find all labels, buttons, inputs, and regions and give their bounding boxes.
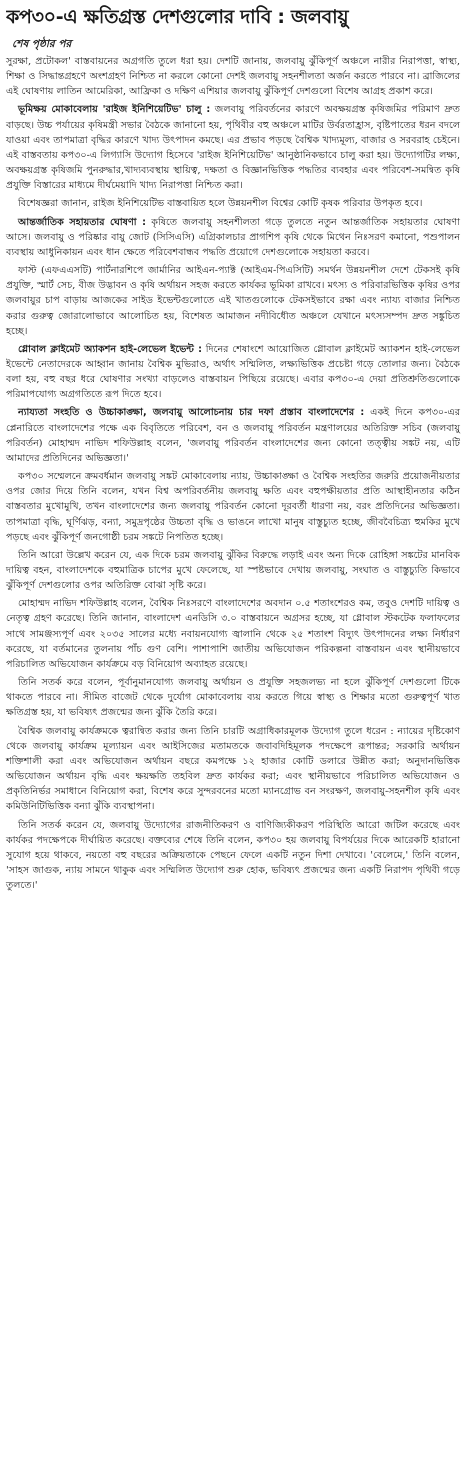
- continued-from-label: শেষ পৃষ্ঠার পর: [12, 38, 72, 50]
- article-body: [6, 54, 460, 893]
- article-paragraph: [6, 342, 460, 403]
- article-paragraph: [6, 263, 460, 339]
- paragraph-text: তিনি সতর্ক করে বলেন, পূর্বানুমানযোগ্য জলবায়ু অর্থায়ন ও প্রযুক্তি সহজলভ্য না হলে ঝুঁকিপূর্ণ দেশগুলো টিকে থাকতে পারবে না। সীমিত বাজেট থেকে দুর্যোগ মোকাবেলায় ব্যয় করতে গিয়ে স্বাস্থ্য ও শিক্ষার মতো গুরুত্বপূর্ণ খাত ক্ষতিগ্রস্ত হয়, যা ভবিষ্যৎ প্রজন্মের জন্য ঝুঁকি তৈরি করে।: [6, 677, 460, 719]
- paragraph-text: মোহাম্মদ নাভিদ শফিউল্লাহ বলেন, বৈশ্বিক নিঃসরণে বাংলাদেশের অবদান ০.৫ শতাংশেরও কম, তবুও দেশটি দায়িত্ব ও নেতৃত্ব গ্রহণ করেছে। তিনি জানান, বাংলাদেশ এনডিসি ৩.০ বাস্তবায়নে অগ্রসর হচ্ছে, যা গ্লোবাল স্টকটেক ফলাফলের সাথে সামঞ্জস্যপূর্ণ এবং ২০৩৫ সালের মধ্যে নবায়নযোগ্য জ্বালানি থেকে ২৫ শতাংশ বিদ্যুৎ উৎপাদনের লক্ষ্য নির্ধারণ করেছে, যা বর্তমানের তুলনায় পাঁচ গুণ বেশি। পাশাপাশি জাতীয় অভিযোজন পরিকল্পনা বাস্তবায়ন এবং স্থানীয়ভাবে পরিচালিত অভিযোজন কার্যক্রমে বড় বিনিয়োগ অব্যাহত রয়েছে।: [6, 598, 460, 670]
- article-paragraph: [6, 405, 460, 466]
- paragraph-lead: গ্লোবাল ক্লাইমেট অ্যাকশন হাই-লেভেল ইভেন্ট :: [18, 343, 202, 355]
- paragraph-lead: আন্তর্জাতিক সহায়তার ঘোষণা :: [18, 216, 146, 228]
- article-paragraph: [6, 54, 460, 99]
- article-paragraph: [6, 675, 460, 720]
- paragraph-text: সুরক্ষা, প্রটোকল' বাস্তবায়নের অগ্রগতি তুলে ধরা হয়। দেশটি জানায়, জলবায়ু ঝুঁকিপূর্ণ অঞ্চলে নারীর নিরাপত্তা, স্বাস্থ্য, শিক্ষা ও সিদ্ধান্তগ্রহণে অংশগ্রহণ নিশ্চিত না করলে কোনো দেশই জলবায়ু সহনশীলতা অর্জন করতে পারবে না। ব্রাজিলের এই ঘোষণায় লাতিন আমেরিকা, আফ্রিকা ও দক্ষিণ এশিয়ার জলবায়ু ঝুঁকিপূর্ণ দেশগুলো বিশেষ আগ্রহ প্রকাশ করে।: [6, 56, 460, 98]
- paragraph-text: বিশেষজ্ঞরা জানান, রাইজ ইনিশিয়েটিভ বাস্তবায়িত হলে উন্নয়নশীল বিশ্বের কোটি কৃষক পরিবার উপকৃত হবে।: [18, 198, 423, 210]
- article-paragraph: [6, 469, 460, 545]
- paragraph-text: কপ৩০ সম্মেলনে ক্রমবর্ধমান জলবায়ু সঙ্কট মোকাবেলায় ন্যায়, উচ্চাকাঙ্ক্ষা ও বৈশ্বিক সংহতির জরুরি প্রয়োজনীয়তার ওপর জোর দিয়ে তিনি বলেন, যখন বিশ্ব অপরিবর্তনীয় জলবায়ু ক্ষতি এবং বহুপক্ষীয়তার প্রতি আস্থাহীনতার কঠিন বাস্তবতার মুখোমুখি, তখন বাংলাদেশের জন্য জলবায়ু পরিবর্তন কোনো দূরবর্তী ধারণা নয়, বরং প্রতিদিনের অভিজ্ঞতা। তাপমাত্রা বৃদ্ধি, ঘূর্ণিঝড়, বন্যা, সমুদ্রপৃষ্ঠের উচ্চতা বৃদ্ধি ও ভাঙনে লাখো মানুষ বাস্তুচ্যুত হচ্ছে, জীববৈচিত্র্য হুমকির মুখে পড়ছে এবং ঝুঁকিপূর্ণ জনগোষ্ঠী চরম সঙ্কটে নিপতিত হচ্ছে।: [6, 471, 460, 543]
- paragraph-lead: ভূমিক্ষয় মোকাবেলায় 'রাইজ ইনিশিয়েটিভ' চালু :: [18, 104, 211, 116]
- article-paragraph: [6, 596, 460, 672]
- paragraph-text: কৃষিতে জলবায়ু সহনশীলতা গড়ে তুলতে নতুন আন্তর্জাতিক সহায়তার ঘোষণা আসে। জলবায়ু ও পরিষ্কার বায়ু জোট (সিসিএসি) এগ্রিকালচার প্রাগশিপ কৃষি থেকে মিথেন নিঃসরণ কমানো, পশুপালন ব্যবস্থায় আধুনিকায়ন এবং ধান ক্ষেতে পরিবেশবান্ধব পদ্ধতি প্রয়োগে দেশগুলোকে সহায়তা করবে।: [6, 216, 460, 258]
- article-paragraph: [6, 196, 460, 211]
- paragraph-text: তিনি আরো উল্লেখ করেন যে, এক দিকে চরম জলবায়ু ঝুঁকির বিরুদ্ধে লড়াই এবং অন্য দিকে রোহিঙ্গা সঙ্কটের মানবিক দায়িত্ব বহন, বাংলাদেশকে বহুমাত্রিক চাপের মুখে ফেলেছে, যা স্পষ্টভাবে দেখায় জলবায়ু, সংঘাত ও বাস্তুচ্যুতি কিভাবে ঝুঁকিপূর্ণ দেশগুলোর ওপর অতিরিক্ত বোঝা সৃষ্টি করে।: [6, 549, 460, 592]
- article-paragraph: [6, 102, 460, 193]
- paragraph-text: জলবায়ু পরিবর্তনের কারণে অবক্ষয়গ্রস্ত কৃষিজমির পরিমাণ দ্রুত বাড়ছে। উচ্চ পর্যায়ের কৃষিমন্ত্রী সভার বৈঠকে জানানো হয়, পৃথিবীর বহু অঞ্চলে মাটির উর্বরতাহ্রাস, বৃষ্টিপাতের ধরন বদলে যাওয়া এবং তাপমাত্রা বৃদ্ধির কারণে খাদ্য উৎপাদন কমছে। এর প্রভাব পড়ছে বৈশ্বিক খাদ্যমূল্য, বাজার ও সরবরাহ চেইনে। এই বাস্তবতায় কপ৩০-এ লিগ্যাসি উদ্যোগ হিসেবে 'রাইজ ইনিশিয়েটিভ' আনুষ্ঠানিকভাবে চালু করা হয়। উদ্যোগটির লক্ষ্য, অবক্ষয়গ্রস্ত কৃষিজমি পুনরুদ্ধার,খাদ্যব্যবস্থায় স্থায়িত্ব, দক্ষতা ও বিজ্ঞানভিত্তিক পদ্ধতির ব্যবহার এবং পরিবেশ-সমন্বিত কৃষি প্রযুক্তি বিস্তারের মাধ্যমে দীর্ঘমেয়াদি খাদ্য নিরাপত্তা নিশ্চিত করা।: [6, 104, 460, 192]
- paragraph-text: দিনের শেষাংশে আয়োজিত গ্লোবাল ক্লাইমেট অ্যাকশন হাই-লেভেল ইভেন্টে নেতাদেরকে আহ্বান জানায় বৈশ্বিক মুভিরাও, অর্থাৎ সম্মিলিত, লক্ষ্যভিত্তিক প্রচেষ্টা গড়ে তোলার জন্য। বৈঠকে বলা হয়, বহু বছর ধরে ঘোষণার সংখ্যা বাড়লেও বাস্তবায়ন পিছিয়ে রয়েছে। এবার কপ৩০-এ দেয়া প্রতিশ্রুতিগুলোকে পরিমাপযোগ্য অগ্রগতিতে রূপ দিতে হবে।: [6, 343, 460, 401]
- article-paragraph: [6, 724, 460, 815]
- article-paragraph: [6, 215, 460, 260]
- paragraph-text: বৈশ্বিক জলবায়ু কার্যক্রমকে ত্বরান্বিত করার জন্য তিনি চারটি অগ্রাধিকারমূলক উদ্যোগ তুলে ধরেন : ন্যায়ের দৃষ্টিকোণ থেকে জলবায়ু কার্যক্রম মূল্যায়ন এবং আইসিজের মতামতকে জবাবদিহিমূলক পদক্ষেপে রূপান্তর; সরকারি অর্থায়ন শক্তিশালী করা এবং অভিযোজন অর্থায়ন বছরে কমপক্ষে ১২ হাজার কোটি ডলারে উন্নীত করা; অনুদানভিত্তিক অভিযোজন অর্থায়ন বৃদ্ধি এবং ক্ষয়ক্ষতি তহবিল দ্রুত কার্যকর করা; এবং স্থানীয়ভাবে পরিচালিত অভিযোজন ও প্রকৃতিনির্ভর সমাধানে বিনিয়োগ করা, বিশেষ করে সুন্দরবনের মতো ম্যানগ্রোভ বন সংরক্ষণ, জলবায়ু-সহনশীল কৃষি এবং কমিউনিটিভিত্তিক বন্যা ঝুঁকি ব্যবস্থাপনা।: [6, 725, 460, 813]
- article-paragraph: [6, 818, 460, 894]
- paragraph-text: তিনি সতর্ক করেন যে, জলবায়ু উদ্যোগের রাজনীতিকরণ ও বাণিজ্যিকীকরণ পরিস্থিতি আরো জটিল করেছে এবং কার্যকর পদক্ষেপকে দীর্ঘায়িত করেছে। বক্তব্যের শেষে তিনি বলেন, কপ৩০ হয় জলবায়ু বিপর্যয়ের দিকে আরেকটি হারানো সুযোগ হয়ে থাকবে, নয়তো বহু বছরের অক্রিয়তাকে পেছনে ফেলে একটি নতুন দিশা দেখাবে। 'বেলেমে,' তিনি বলেন, 'সাহস জাগুক, ন্যায় সামনে থাকুক এবং সম্মিলিত উদ্যোগ শুরু হোক, ভবিষ্যৎ প্রজন্মের জন্য একটি নিরাপদ পৃথিবী গড়ে তুলতে।': [6, 819, 460, 892]
- article-paragraph: [6, 548, 460, 593]
- paragraph-text: একই দিনে কপ৩০-এর প্লেনারিতে বাংলাদেশের পক্ষে এক বিবৃতিতে পরিবেশ, বন ও জলবায়ু পরিবর্তন মন্ত্রণালয়ের অতিরিক্ত সচিব (জলবায়ু পরিবর্তন) মোহাম্মদ নাভিদ শফিউল্লাহ বলেন, 'জলবায়ু পরিবর্তন বাংলাদেশের জন্য কোনো তত্ত্বীয় সঙ্কট নয়, এটি আমাদের প্রতিদিনের অভিজ্ঞতা।': [6, 407, 460, 464]
- article-headline: কপ৩০-এ ক্ষতিগ্রস্ত দেশগুলোর দাবি : জলবায়ু: [6, 6, 349, 28]
- paragraph-lead: ন্যায্যতা সংহতি ও উচ্চাকাঙ্ক্ষা, জলবায়ু আলোচনায় চার দফা প্রস্তাব বাংলাদেশের :: [18, 407, 365, 419]
- paragraph-text: ফাস্ট (এফএএসটি) পার্টনারশিপে জার্মানির আইএন-প্যাক্ট (আইএম-পিএসিটি) সমর্থন উন্নয়নশীল দেশে টেকসই কৃষি প্রযুক্তি, স্মার্ট সেচ, বীজ উদ্ভাবন ও কৃষি অর্থায়ন সহজ করতে কার্যকর ভূমিকা রাখবে। মৎস্য ও পরিবারভিত্তিক কৃষির ওপর জলবায়ুর চাপ বাড়ায় আজকের সাইড ইভেন্টগুলোতে এই খাতগুলোকে টেকসইভাবে রক্ষা এবং ন্যায্য বাজার নিশ্চিত করার গুরুত্ব জোরালোভাবে আলোচিত হয়, বিশেষত আমাজন নদীবিধৌত অঞ্চলে যেখানে মৎস্যসম্পদ দ্রুত সঙ্কুচিত হচ্ছে।: [6, 265, 460, 337]
